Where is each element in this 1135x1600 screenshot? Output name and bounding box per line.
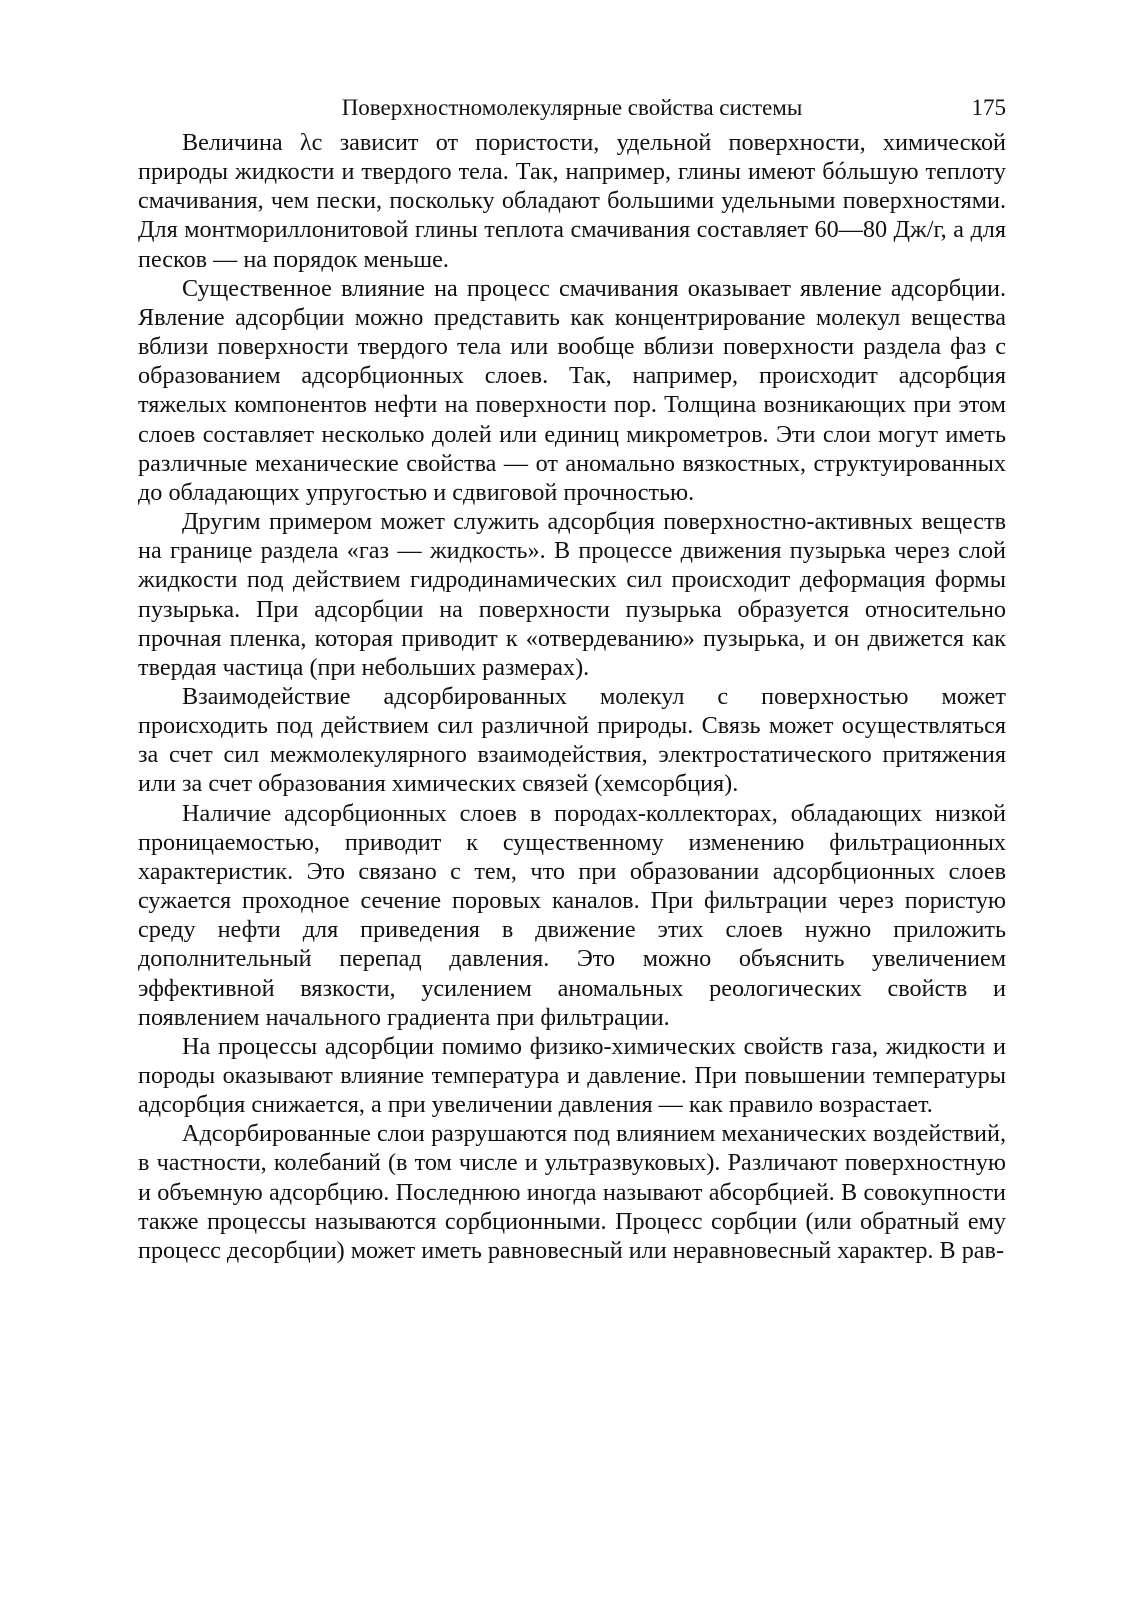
running-title: Поверхностномолекулярные свойства системы — [341, 95, 803, 120]
paragraph-1: Величина λc зависит от пористости, удельной поверхности, химической природы жидкости и твердого тела. Так, например, глины имеют бóльшую теплоту смачивания, чем пески, поскольку обладают большими удельными поверхностями. Для монтмориллонитовой глины теплота смачивания составляет 60—80 Дж/г, а для песков — на порядок меньше. — [138, 129, 1006, 273]
page-number: 175 — [971, 95, 1006, 120]
running-head — [138, 88, 1006, 128]
paragraph-5: Наличие адсорбционных слоев в породах-коллекторах, обладающих низкой проницаемостью, приводит к существенному изменению фильтрационных характеристик. Это связано с тем, что при образовании адсорбционных слоев сужается проходное сечение поровых каналов. При фильтрации через пористую среду нефти для приведения в движение этих слоев нужно приложить дополнительный перепад давления. Это можно объяснить увеличением эффективной вязкости, усилением аномальных реологических свойств и появлением начального градиента при фильтрации. — [138, 799, 1006, 1031]
body-text — [138, 128, 1006, 1265]
paragraph-7: Адсорбированные слои разрушаются под влиянием механических воздействий, в частности, колебаний (в том числе и ультразвуковых). Различают поверхностную и объемную адсорбцию. Последнюю иногда называют абсорбцией. В совокупности также процессы называются сорбционными. Процесс сорбции (или обратный ему процесс десорбции) может иметь равновесный или неравновесный характер. В рав- — [138, 1120, 1006, 1264]
paragraph-4: Взаимодействие адсорбированных молекул с поверхностью может происходить под действием сил различной природы. Связь может осуществляться за счет сил межмолекулярного взаимодействия, электростатического притяжения или за счет образования химических связей (хемсорбция). — [138, 682, 1006, 798]
paragraph-2: Существенное влияние на процесс смачивания оказывает явление адсорбции. Явление адсорбции можно представить как концентрирование молекул вещества вблизи поверхности твердого тела или вообще вблизи поверхности раздела фаз с образованием адсорбционных слоев. Так, например, происходит адсорбция тяжелых компонентов нефти на поверхности пор. Толщина возникающих при этом слоев составляет несколько долей или единиц микрометров. Эти слои могут иметь различные механические свойства — от аномально вязкостных, структуированных до обладающих упругостью и сдвиговой прочностью. — [138, 274, 1006, 506]
paragraph-3: Другим примером может служить адсорбция поверхностно-активных веществ на границе раздела «газ — жидкость». В процессе движения пузырька через слой жидкости под действием гидродинамических сил происходит деформация формы пузырька. При адсорбции на поверхности пузырька образуется относительно прочная пленка, которая приводит к «отвердеванию» пузырька, и он движется как твердая частица (при небольших размерах). — [138, 508, 1006, 681]
paragraph-6: На процессы адсорбции помимо физико-химических свойств газа, жидкости и породы оказывают влияние температура и давление. При повышении температуры адсорбция снижается, а при увеличении давления — как правило возрастает. — [138, 1032, 1006, 1119]
